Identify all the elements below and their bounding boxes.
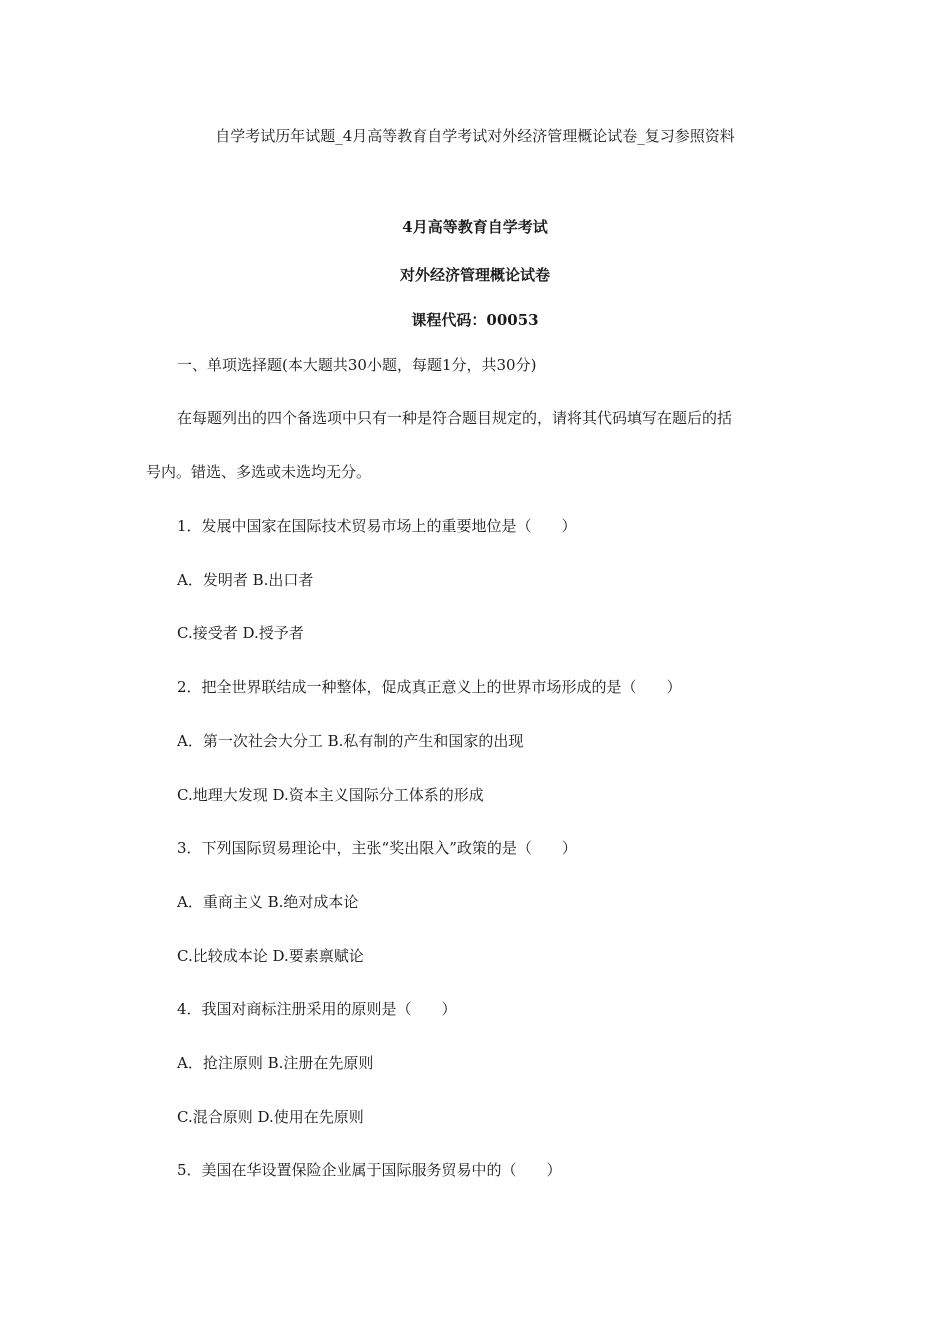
exam-title: 4月高等教育自学考试: [402, 218, 548, 236]
instruction-line-1: 在每题列出的四个备选项中只有一种是符合题目规定的，请将其代码填写在题后的括: [177, 409, 733, 427]
question-options-ab: A．抢注原则 B.注册在先原则: [177, 1054, 374, 1072]
course-code: 课程代码：00053: [411, 311, 539, 329]
question-options-cd: C.接受者 D.授予者: [177, 624, 304, 642]
section-heading: 一、单项选择题(本大题共30小题，每题1分，共30分): [177, 356, 537, 374]
question-options-cd: C.混合原则 D.使用在先原则: [177, 1108, 364, 1126]
question-options-ab: A．重商主义 B.绝对成本论: [177, 893, 359, 911]
header-title: 自学考试历年试题_4月高等教育自学考试对外经济管理概论试卷_复习参照资料: [215, 127, 735, 145]
question-stem: 1．发展中国家在国际技术贸易市场上的重要地位是（ ）: [177, 517, 577, 535]
question-options-cd: C.比较成本论 D.要素禀赋论: [177, 947, 364, 965]
paper-title: 对外经济管理概论试卷: [399, 266, 550, 284]
question-options-cd: C.地理大发现 D.资本主义国际分工体系的形成: [177, 786, 484, 804]
question-stem: 3．下列国际贸易理论中，主张“奖出限入”政策的是（ ）: [177, 839, 577, 857]
question-stem: 4．我国对商标注册采用的原则是（ ）: [177, 1000, 457, 1018]
instruction-line-2: 号内。错选、多选或未选均无分。: [146, 463, 372, 481]
question-stem: 5．美国在华设置保险企业属于国际服务贸易中的（ ）: [177, 1161, 562, 1179]
question-options-ab: A．发明者 B.出口者: [177, 571, 314, 589]
question-stem: 2．把全世界联结成一种整体，促成真正意义上的世界市场形成的是（ ）: [177, 678, 682, 696]
question-options-ab: A．第一次社会大分工 B.私有制的产生和国家的出现: [177, 732, 524, 750]
